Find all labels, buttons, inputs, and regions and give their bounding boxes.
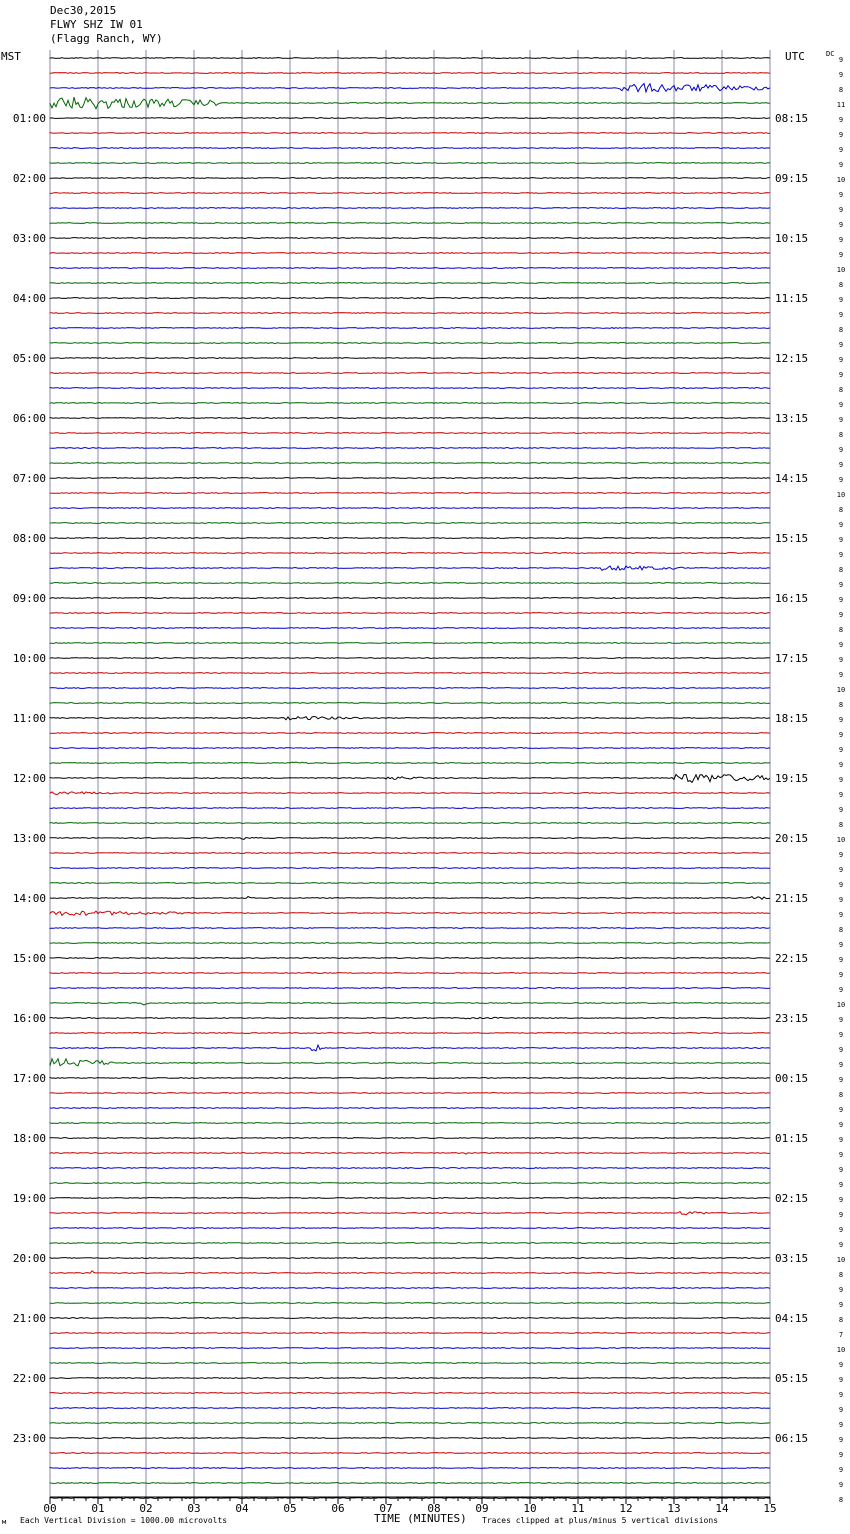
x-tick-label: 12 xyxy=(619,1502,633,1515)
dc-offset-value: 9 xyxy=(838,806,844,814)
trace-65 xyxy=(50,1033,770,1034)
utc-hour-label: 14:15 xyxy=(775,472,809,485)
x-tick-label: 02 xyxy=(139,1502,153,1515)
trace-52 xyxy=(50,837,770,839)
trace-88 xyxy=(50,1378,770,1379)
mst-hour-label: 01:00 xyxy=(12,112,46,125)
header-date: Dec30,2015 xyxy=(50,4,117,17)
dc-offset-value: 9 xyxy=(838,476,844,484)
trace-70 xyxy=(50,1108,770,1109)
dc-offset-value: 9 xyxy=(838,851,844,859)
mst-hour-label: 04:00 xyxy=(12,292,46,305)
utc-hour-label: 16:15 xyxy=(775,592,809,605)
trace-72 xyxy=(50,1138,770,1139)
utc-hour-label: 17:15 xyxy=(775,652,809,665)
trace-10 xyxy=(50,208,770,209)
mst-hour-label: 20:00 xyxy=(12,1252,46,1265)
utc-hour-label: 22:15 xyxy=(775,952,809,965)
dc-column-label: DC xyxy=(826,50,835,58)
trace-84 xyxy=(50,1318,770,1319)
utc-hour-label: 01:15 xyxy=(775,1132,809,1145)
mst-hour-label: 23:00 xyxy=(12,1432,46,1445)
trace-64 xyxy=(50,1017,770,1019)
dc-offset-value: 9 xyxy=(838,641,844,649)
dc-offset-value: 9 xyxy=(838,446,844,454)
dc-offset-value: 8 xyxy=(838,386,844,394)
trace-93 xyxy=(50,1453,770,1454)
x-tick-label: 11 xyxy=(571,1502,585,1515)
trace-80 xyxy=(50,1258,770,1259)
trace-39 xyxy=(50,643,770,644)
dc-offset-value: 8 xyxy=(838,326,844,334)
trace-18 xyxy=(50,328,770,329)
trace-42 xyxy=(50,688,770,689)
trace-77 xyxy=(50,1212,770,1215)
x-tick-label: 13 xyxy=(667,1502,681,1515)
header-station: FLWY SHZ IW 01 xyxy=(50,18,143,31)
mst-hour-label: 13:00 xyxy=(12,832,46,845)
dc-offset-value: 9 xyxy=(838,71,844,79)
trace-26 xyxy=(50,448,770,449)
trace-48 xyxy=(50,774,770,782)
utc-hour-label: 10:15 xyxy=(775,232,809,245)
trace-19 xyxy=(50,343,770,344)
dc-offset-value: 9 xyxy=(838,401,844,409)
utc-hour-label: 11:15 xyxy=(775,292,809,305)
mst-hour-label: 10:00 xyxy=(12,652,46,665)
dc-offset-value: 9 xyxy=(838,236,844,244)
dc-offset-value: 9 xyxy=(838,581,844,589)
dc-offset-value: 8 xyxy=(838,821,844,829)
dc-offset-value: 9 xyxy=(838,1151,844,1159)
dc-offset-value: 9 xyxy=(838,1361,844,1369)
trace-1 xyxy=(50,73,770,74)
mst-hour-label: 18:00 xyxy=(12,1132,46,1145)
utc-hour-label: 03:15 xyxy=(775,1252,809,1265)
trace-16 xyxy=(50,298,770,299)
trace-22 xyxy=(50,388,770,389)
trace-34 xyxy=(50,566,770,570)
trace-45 xyxy=(50,733,770,734)
dc-offset-value: 10 xyxy=(836,1256,846,1264)
dc-offset-value: 9 xyxy=(838,1211,844,1219)
trace-37 xyxy=(50,613,770,614)
trace-4 xyxy=(50,118,770,119)
trace-49 xyxy=(50,792,770,795)
mst-hour-label: 06:00 xyxy=(12,412,46,425)
utc-hour-label: 08:15 xyxy=(775,112,809,125)
mst-hour-label: 05:00 xyxy=(12,352,46,365)
trace-5 xyxy=(50,133,770,134)
dc-offset-value: 9 xyxy=(838,1181,844,1189)
dc-offset-value: 9 xyxy=(838,1241,844,1249)
dc-offset-value: 9 xyxy=(838,1196,844,1204)
trace-13 xyxy=(50,253,770,254)
dc-offset-value: 10 xyxy=(836,266,846,274)
trace-87 xyxy=(50,1363,770,1364)
trace-61 xyxy=(50,973,770,974)
dc-offset-value: 9 xyxy=(838,1451,844,1459)
trace-69 xyxy=(50,1093,770,1094)
utc-hour-label: 05:15 xyxy=(775,1372,809,1385)
trace-71 xyxy=(50,1123,770,1124)
mst-hour-label: 21:00 xyxy=(12,1312,46,1325)
trace-94 xyxy=(50,1468,770,1469)
trace-75 xyxy=(50,1183,770,1184)
x-tick-label: 10 xyxy=(523,1502,537,1515)
trace-20 xyxy=(50,358,770,359)
dc-offset-value: 9 xyxy=(838,56,844,64)
dc-offset-value: 9 xyxy=(838,1046,844,1054)
dc-offset-value: 7 xyxy=(838,1331,844,1339)
dc-offset-value: 9 xyxy=(838,911,844,919)
mst-hour-label: 17:00 xyxy=(12,1072,46,1085)
dc-offset-value: 9 xyxy=(838,131,844,139)
mst-hour-label: 08:00 xyxy=(12,532,46,545)
scale-footnote: Each Vertical Division = 1000.00 microvolts xyxy=(20,1516,228,1525)
dc-offset-value: 8 xyxy=(838,701,844,709)
trace-38 xyxy=(50,628,770,629)
dc-offset-value: 9 xyxy=(838,1136,844,1144)
trace-56 xyxy=(50,897,770,900)
dc-offset-value: 8 xyxy=(838,626,844,634)
dc-offset-value: 8 xyxy=(838,1496,844,1504)
dc-offset-value: 9 xyxy=(838,761,844,769)
dc-offset-value: 9 xyxy=(838,956,844,964)
dc-offset-value: 8 xyxy=(838,506,844,514)
mst-hour-label: 09:00 xyxy=(12,592,46,605)
trace-7 xyxy=(50,163,770,164)
dc-offset-value: 9 xyxy=(838,461,844,469)
trace-15 xyxy=(50,283,770,284)
trace-46 xyxy=(50,748,770,749)
trace-25 xyxy=(50,433,770,434)
utc-hour-label: 13:15 xyxy=(775,412,809,425)
dc-offset-value: 9 xyxy=(838,161,844,169)
trace-36 xyxy=(50,598,770,599)
corner-mark: м xyxy=(2,1518,7,1526)
mst-hour-label: 03:00 xyxy=(12,232,46,245)
dc-offset-value: 10 xyxy=(836,176,846,184)
dc-offset-value: 8 xyxy=(838,1316,844,1324)
trace-44 xyxy=(50,717,770,720)
dc-offset-value: 9 xyxy=(838,206,844,214)
dc-offset-value: 9 xyxy=(838,1466,844,1474)
trace-82 xyxy=(50,1288,770,1289)
trace-62 xyxy=(50,988,770,989)
trace-95 xyxy=(50,1483,770,1484)
dc-offset-value: 9 xyxy=(838,596,844,604)
trace-40 xyxy=(50,658,770,659)
trace-83 xyxy=(50,1303,770,1304)
x-tick-label: 07 xyxy=(379,1502,393,1515)
trace-50 xyxy=(50,808,770,809)
trace-27 xyxy=(50,463,770,464)
mst-hour-label: 12:00 xyxy=(12,772,46,785)
dc-offset-value: 11 xyxy=(836,101,846,109)
dc-offset-value: 9 xyxy=(838,371,844,379)
dc-offset-value: 10 xyxy=(836,836,846,844)
dc-offset-value: 9 xyxy=(838,551,844,559)
dc-offset-value: 9 xyxy=(838,1406,844,1414)
utc-hour-label: 12:15 xyxy=(775,352,809,365)
trace-8 xyxy=(50,178,770,179)
dc-offset-value: 9 xyxy=(838,746,844,754)
trace-81 xyxy=(50,1271,770,1274)
dc-offset-value: 9 xyxy=(838,1226,844,1234)
x-tick-label: 05 xyxy=(283,1502,297,1515)
dc-offset-value: 9 xyxy=(838,1031,844,1039)
trace-59 xyxy=(50,943,770,944)
trace-73 xyxy=(50,1153,770,1155)
trace-86 xyxy=(50,1348,770,1349)
trace-90 xyxy=(50,1408,770,1409)
dc-offset-value: 9 xyxy=(838,1286,844,1294)
trace-29 xyxy=(50,493,770,494)
x-tick-label: 01 xyxy=(91,1502,105,1515)
dc-offset-value: 9 xyxy=(838,1076,844,1084)
dc-offset-value: 10 xyxy=(836,1001,846,1009)
mst-hour-label: 22:00 xyxy=(12,1372,46,1385)
mst-hour-label: 16:00 xyxy=(12,1012,46,1025)
trace-41 xyxy=(50,673,770,674)
trace-11 xyxy=(50,223,770,224)
mst-hour-label: 19:00 xyxy=(12,1192,46,1205)
x-tick-label: 08 xyxy=(427,1502,441,1515)
x-tick-label: 04 xyxy=(235,1502,249,1515)
clip-footnote: Traces clipped at plus/minus 5 vertical divisions xyxy=(482,1516,719,1525)
trace-60 xyxy=(50,958,770,959)
x-tick-label: 06 xyxy=(331,1502,345,1515)
utc-axis-label: UTC xyxy=(785,50,805,63)
mst-hour-label: 07:00 xyxy=(12,472,46,485)
trace-23 xyxy=(50,403,770,404)
dc-offset-value: 9 xyxy=(838,656,844,664)
dc-offset-value: 9 xyxy=(838,896,844,904)
dc-offset-value: 10 xyxy=(836,686,846,694)
trace-32 xyxy=(50,538,770,539)
trace-78 xyxy=(50,1228,770,1229)
trace-21 xyxy=(50,373,770,374)
trace-33 xyxy=(50,553,770,554)
trace-2 xyxy=(50,84,770,92)
dc-offset-value: 9 xyxy=(838,1166,844,1174)
dc-offset-value: 9 xyxy=(838,776,844,784)
dc-offset-value: 9 xyxy=(838,296,844,304)
dc-offset-value: 9 xyxy=(838,1016,844,1024)
trace-58 xyxy=(50,928,770,929)
dc-offset-value: 9 xyxy=(838,731,844,739)
utc-hour-label: 23:15 xyxy=(775,1012,809,1025)
dc-offset-value: 9 xyxy=(838,191,844,199)
utc-hour-label: 04:15 xyxy=(775,1312,809,1325)
x-axis-label: TIME (MINUTES) xyxy=(374,1512,467,1525)
mst-axis-label: MST xyxy=(1,50,21,63)
trace-31 xyxy=(50,523,770,524)
dc-offset-value: 9 xyxy=(838,1061,844,1069)
dc-offset-value: 9 xyxy=(838,941,844,949)
dc-offset-value: 9 xyxy=(838,116,844,124)
dc-offset-value: 9 xyxy=(838,1106,844,1114)
trace-12 xyxy=(50,238,770,239)
trace-66 xyxy=(50,1045,770,1051)
dc-offset-value: 9 xyxy=(838,1436,844,1444)
dc-offset-value: 9 xyxy=(838,791,844,799)
dc-offset-value: 8 xyxy=(838,431,844,439)
utc-hour-label: 06:15 xyxy=(775,1432,809,1445)
dc-offset-value: 9 xyxy=(838,521,844,529)
dc-offset-value: 9 xyxy=(838,881,844,889)
dc-offset-value: 9 xyxy=(838,356,844,364)
trace-24 xyxy=(50,418,770,419)
trace-47 xyxy=(50,762,770,764)
mst-hour-label: 15:00 xyxy=(12,952,46,965)
dc-offset-value: 9 xyxy=(838,866,844,874)
dc-offset-value: 9 xyxy=(838,251,844,259)
dc-offset-value: 9 xyxy=(838,146,844,154)
trace-91 xyxy=(50,1423,770,1424)
trace-0 xyxy=(50,58,770,59)
trace-85 xyxy=(50,1333,770,1334)
trace-17 xyxy=(50,313,770,314)
utc-hour-label: 19:15 xyxy=(775,772,809,785)
trace-43 xyxy=(50,703,770,704)
trace-74 xyxy=(50,1168,770,1169)
trace-3 xyxy=(50,97,770,109)
dc-offset-value: 8 xyxy=(838,1271,844,1279)
utc-hour-label: 02:15 xyxy=(775,1192,809,1205)
dc-offset-value: 9 xyxy=(838,311,844,319)
dc-offset-value: 8 xyxy=(838,86,844,94)
dc-offset-value: 9 xyxy=(838,971,844,979)
header-location: (Flagg Ranch, WY) xyxy=(50,32,163,45)
trace-55 xyxy=(50,883,770,884)
trace-14 xyxy=(50,268,770,269)
dc-offset-value: 9 xyxy=(838,341,844,349)
trace-79 xyxy=(50,1243,770,1244)
utc-hour-label: 21:15 xyxy=(775,892,809,905)
trace-92 xyxy=(50,1438,770,1439)
mst-hour-label: 11:00 xyxy=(12,712,46,725)
x-tick-label: 03 xyxy=(187,1502,201,1515)
x-tick-label: 00 xyxy=(43,1502,57,1515)
dc-offset-value: 9 xyxy=(838,611,844,619)
trace-30 xyxy=(50,508,770,509)
dc-offset-value: 9 xyxy=(838,671,844,679)
dc-offset-value: 9 xyxy=(838,1391,844,1399)
x-tick-label: 09 xyxy=(475,1502,489,1515)
trace-76 xyxy=(50,1198,770,1199)
dc-offset-value: 8 xyxy=(838,1091,844,1099)
dc-offset-value: 8 xyxy=(838,281,844,289)
trace-67 xyxy=(50,1059,770,1066)
dc-offset-value: 9 xyxy=(838,1301,844,1309)
trace-9 xyxy=(50,193,770,194)
utc-hour-label: 18:15 xyxy=(775,712,809,725)
mst-hour-label: 02:00 xyxy=(12,172,46,185)
dc-offset-value: 10 xyxy=(836,491,846,499)
trace-6 xyxy=(50,148,770,149)
trace-28 xyxy=(50,478,770,479)
dc-offset-value: 9 xyxy=(838,986,844,994)
dc-offset-value: 9 xyxy=(838,716,844,724)
trace-68 xyxy=(50,1078,770,1079)
x-tick-label: 14 xyxy=(715,1502,729,1515)
mst-hour-label: 14:00 xyxy=(12,892,46,905)
dc-offset-value: 9 xyxy=(838,416,844,424)
trace-35 xyxy=(50,583,770,584)
dc-offset-value: 9 xyxy=(838,536,844,544)
trace-51 xyxy=(50,823,770,824)
trace-89 xyxy=(50,1393,770,1394)
dc-offset-value: 9 xyxy=(838,221,844,229)
trace-63 xyxy=(50,1003,770,1005)
dc-offset-value: 10 xyxy=(836,1346,846,1354)
dc-offset-value: 8 xyxy=(838,566,844,574)
utc-hour-label: 09:15 xyxy=(775,172,809,185)
dc-offset-value: 8 xyxy=(838,926,844,934)
trace-54 xyxy=(50,868,770,869)
trace-53 xyxy=(50,853,770,854)
utc-hour-label: 00:15 xyxy=(775,1072,809,1085)
dc-offset-value: 9 xyxy=(838,1376,844,1384)
dc-offset-value: 9 xyxy=(838,1121,844,1129)
x-tick-label: 15 xyxy=(763,1502,777,1515)
dc-offset-value: 9 xyxy=(838,1481,844,1489)
trace-57 xyxy=(50,911,770,915)
utc-hour-label: 15:15 xyxy=(775,532,809,545)
dc-offset-value: 9 xyxy=(838,1421,844,1429)
utc-hour-label: 20:15 xyxy=(775,832,809,845)
